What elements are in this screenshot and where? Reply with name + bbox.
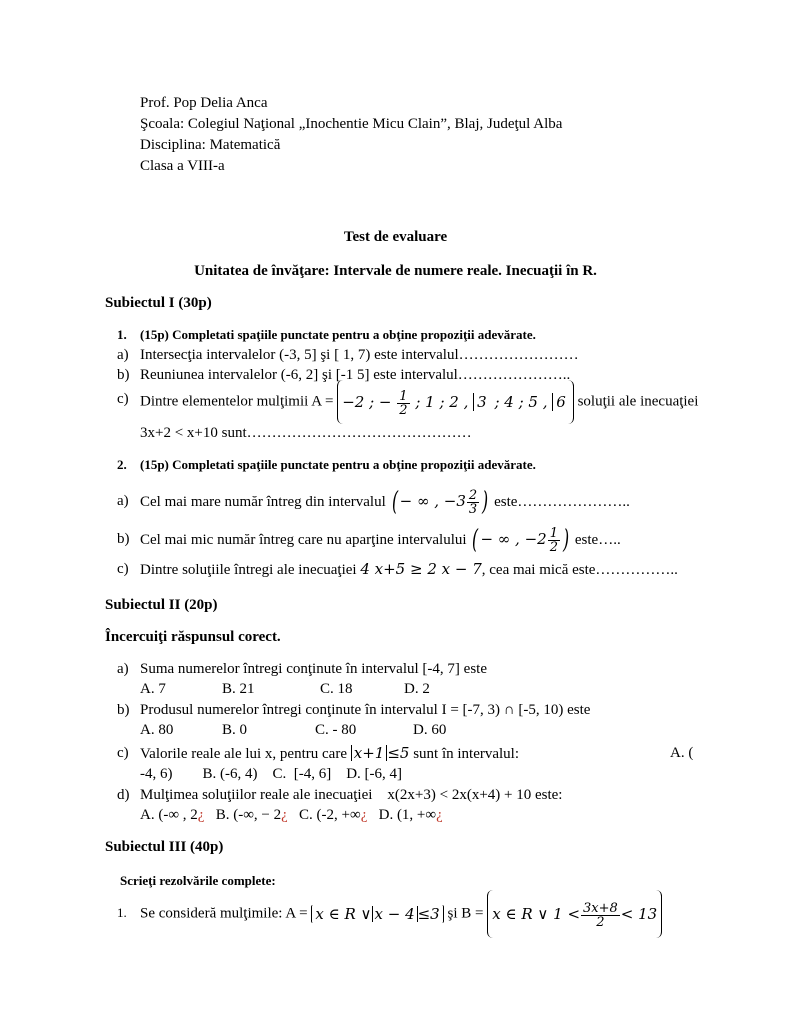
section-2-heading: Subiectul II (20p) <box>105 597 218 613</box>
frac-num: 3x+8 <box>583 900 618 916</box>
q2b-suffix: este….. <box>574 532 621 548</box>
frac-den: 2 <box>549 539 558 555</box>
q2c-suffix: , cea mai mică este…………….. <box>481 562 678 578</box>
s2b-option: C. - 80 <box>315 722 357 738</box>
fraction-one-half <box>548 527 560 554</box>
q2a-prefix: Cel mai mare număr întreg din intervalul <box>140 494 386 510</box>
s3-q1-and: şi B = <box>447 905 484 922</box>
q1b-text: Reuniunea intervalelor (-6, 2] şi [-1 5] este intervalul………………….. <box>140 367 571 383</box>
s2a-option: D. 2 <box>404 681 430 697</box>
interval-q2a <box>390 487 491 517</box>
s2d-glyph: ¿ <box>281 807 288 823</box>
s2d-text: Mulţimea soluţiilor reale ale inecuaţiei x(2x+3) < 2x(x+4) + 10 este: <box>140 787 563 803</box>
s2c-letter: c) <box>117 745 129 761</box>
s2c-line <box>140 744 519 763</box>
s2a-option: A. 7 <box>140 681 166 697</box>
s2b-option: B. 0 <box>222 722 248 738</box>
q2c-line <box>140 560 678 579</box>
s3-q1-prefix: Se consideră mulţimile: A = <box>140 905 308 922</box>
q2a-letter: a) <box>117 493 129 509</box>
page-title: Test de evaluare <box>343 229 448 245</box>
frac-den: 2 <box>399 402 408 418</box>
interval-q2b <box>470 525 571 555</box>
q2a-line <box>140 484 630 519</box>
s2d-glyph: ¿ <box>197 807 205 823</box>
s2d-option-c: C. (-2, +∞ <box>299 807 361 823</box>
set-A-part2: ; 1 ; 2 , <box>415 393 469 411</box>
abs-x-minus-4: x − 4 <box>372 906 418 922</box>
s3-q1-number: 1. <box>117 905 127 920</box>
q2c-letter: c) <box>117 561 129 577</box>
s2d-glyph: ¿ <box>360 807 368 823</box>
s2d-options <box>140 806 443 824</box>
open-paren: ( <box>391 487 398 517</box>
q2-prompt: (15p) Completati spaţiile punctate pentru a obţine propoziţii adevărate. <box>140 457 536 472</box>
s2a-letter: a) <box>117 661 129 677</box>
set-A-definition <box>311 905 443 923</box>
q1a-text: Intersecţia intervalelor (-3, 5] şi [ 1, 7) este intervalul…………………… <box>140 347 579 363</box>
set-B-cond: x ∈ R ∨ 1 < <box>492 905 581 923</box>
set-A-le3: ≤3 <box>417 905 440 923</box>
q1a-letter: a) <box>117 347 129 363</box>
s2a-text: Suma numerelor întregi conţinute în intervalul [-4, 7] este <box>140 661 487 677</box>
q2b-letter: b) <box>117 531 130 547</box>
q1c-line <box>140 380 698 424</box>
q1-prompt: (15p) Completati spaţiile punctate pentru a obţine propoziţii adevărate. <box>140 327 536 342</box>
page-subtitle: Unitatea de învăţare: Intervale de numere reale. Inecuaţii în R. <box>194 263 597 279</box>
frac-num: 1 <box>399 388 408 404</box>
s2b-text: Produsul numerelor întregi conţinute în intervalul I = [-7, 3) ∩ [-5, 10) este <box>140 702 591 718</box>
s2d-option-b: B. (-∞, − 2 <box>215 807 282 823</box>
q2c-inequation: 4 x+5 ≥ 2 x − 7 <box>360 560 482 578</box>
grade-line: Clasa a VIII-a <box>140 158 225 174</box>
frac-num: 2 <box>468 487 478 503</box>
s3-q1-line <box>140 890 662 938</box>
school-line: Şcoala: Colegiul Naţional „Inochentie Micu Clain”, Blaj, Judeţul Alba <box>140 116 563 132</box>
fraction-3x8-over-2 <box>581 902 620 929</box>
q2c-prefix: Dintre soluţiile întregi ale inecuaţiei <box>140 562 357 578</box>
set-A-part3: ; 4 ; 5 , <box>494 393 548 411</box>
author-line: Prof. Pop Delia Anca <box>140 95 268 111</box>
close-paren: ) <box>482 487 489 517</box>
q2b-line <box>140 522 621 557</box>
section-2-instruction: Încercuiţi răspunsul corect. <box>105 629 281 645</box>
fraction-one-half <box>397 390 409 417</box>
fraction-two-thirds <box>467 489 479 516</box>
close-paren: ) <box>563 525 570 555</box>
s2a-option: B. 21 <box>222 681 255 697</box>
s2c-prefix: Valorile reale ale lui x, pentru care <box>140 746 347 762</box>
s2c-answer-a: A. ( <box>670 745 694 761</box>
s2b-letter: b) <box>117 702 130 718</box>
s2d-letter: d) <box>117 787 130 803</box>
frac-den: 2 <box>596 914 605 930</box>
s2c-options-line: -4, 6) B. (-6, 4) C. [-4, 6] D. [-6, 4] <box>140 766 403 782</box>
set-A-part1: −2 ; − <box>342 393 392 411</box>
set-A-elements <box>337 380 574 424</box>
section-3-instruction: Scrieţi rezolvările complete: <box>120 873 276 888</box>
s2d-option-d: D. (1, +∞ <box>378 807 437 823</box>
section-1-heading: Subiectul I (30p) <box>105 295 212 311</box>
q1c-line2: 3x+2 < x+10 sunt……………………………………… <box>140 425 472 441</box>
q1c-letter: c) <box>117 391 129 407</box>
sqrt-6: 6 <box>552 393 569 411</box>
discipline-line: Disciplina: Matematică <box>140 137 281 153</box>
frac-num: 1 <box>549 525 558 541</box>
section-3-heading: Subiectul III (40p) <box>105 839 224 855</box>
s2d-glyph: ¿ <box>436 807 443 823</box>
s2b-option: D. 60 <box>413 722 447 738</box>
s2c-le5: ≤5 <box>387 744 410 762</box>
q1c-prefix: Dintre elementelor mulţimii A = <box>140 393 334 410</box>
q2-number: 2. <box>117 457 127 472</box>
frac-den: 3 <box>468 501 478 517</box>
abs-x-plus-1: x+1 <box>351 745 388 761</box>
open-paren: ( <box>472 525 479 555</box>
q2b-interval-text: − ∞ , −2 <box>480 530 547 548</box>
q2a-interval-text: − ∞ , −3 <box>399 492 466 510</box>
s2c-suffix: sunt în intervalul: <box>413 746 520 762</box>
set-B-lt13: < 13 <box>620 905 658 923</box>
s2d-option-a: A. (-∞ , 2 <box>140 807 198 823</box>
q2a-suffix: este………………….. <box>494 494 630 510</box>
set-A-cond: x ∈ R ∨ <box>315 905 372 923</box>
q1b-letter: b) <box>117 367 130 383</box>
set-B-definition <box>487 890 662 938</box>
q1c-suffix: soluţii ale inecuaţiei <box>577 393 699 410</box>
sqrt-3: 3 <box>473 393 490 411</box>
s2a-option: C. 18 <box>320 681 353 697</box>
s2b-option: A. 80 <box>140 722 174 738</box>
q2b-prefix: Cel mai mic număr întreg care nu aparţine intervalului <box>140 532 467 548</box>
q1-number: 1. <box>117 327 127 342</box>
